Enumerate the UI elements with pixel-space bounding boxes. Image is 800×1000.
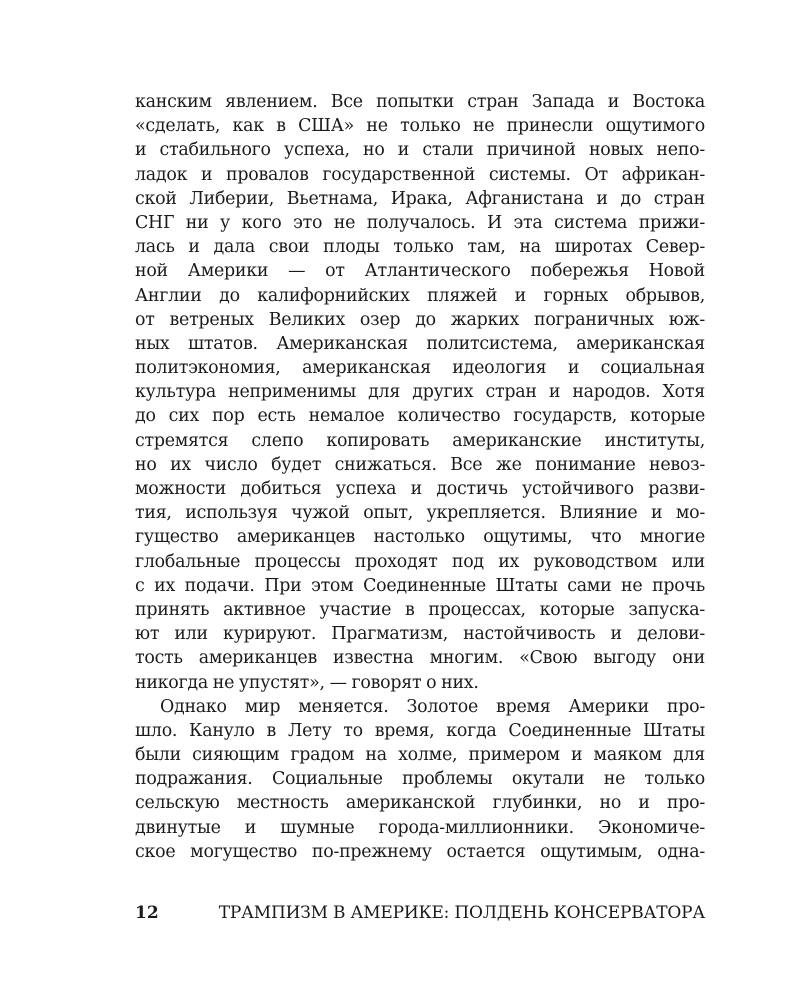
text-line: до сих пор есть немалое количество государств, которые [135, 406, 705, 427]
text-line: тия, используя чужой опыт, укрепляется. Влияние и мо- [135, 503, 705, 524]
text-line: культура неприменимы для других стран и народов. Хотя [135, 382, 705, 403]
text-line: тость американцев известна многим. «Свою выгоду они [135, 648, 705, 669]
text-line: ское могущество по-прежнему остается ощутимым, одна- [135, 841, 705, 862]
text-line: с их подачи. При этом Соединенные Штаты сами не прочь [135, 575, 705, 596]
text-line: двинутые и шумные города-миллионники. Экономиче- [135, 817, 705, 838]
text-line: и стабильного успеха, но и стали причиной новых непо- [135, 140, 705, 161]
text-line: ных штатов. Американская политсистема, американская [135, 333, 705, 354]
text-line: шло. Кануло в Лету то время, когда Соединенные Штаты [135, 720, 705, 741]
text-line: ной Америки — от Атлантического побережья Новой [135, 261, 705, 282]
paragraph-end-line: никогда не упустят», — говорят о них. [135, 672, 479, 693]
text-line: были сияющим градом на холме, примером и маяком для [135, 745, 705, 766]
text-line: канским явлением. Все попытки стран Запада и Востока [135, 92, 705, 112]
text-line: глобальные процессы проходят под их руководством или [135, 551, 705, 572]
text-line: от ветреных Великих озер до жарких пограничных юж- [135, 309, 705, 330]
text-line: ладок и провалов государственной системы. От африкан- [135, 164, 705, 185]
text-line: стремятся слепо копировать американские институты, [135, 430, 705, 451]
text-line: лась и дала свои плоды только там, на широтах Север- [135, 237, 705, 258]
text-line: Англии до калифорнийских пляжей и горных обрывов, [135, 285, 705, 306]
text-line: принять активное участие в процессах, которые запуска- [135, 599, 705, 620]
text-line: сельскую местность американской глубинки, но и про- [135, 793, 705, 814]
paragraph-start-line: Однако мир меняется. Золотое время Америки про- [160, 696, 705, 717]
body-text [135, 90, 705, 864]
text-line: подражания. Социальные проблемы окутали не только [135, 769, 705, 790]
text-line: но их число будет снижаться. Все же понимание невоз- [135, 454, 705, 475]
text-line: гущество американцев настолько ощутимы, что многие [135, 527, 705, 548]
running-title: ТРАМПИЗМ В АМЕРИКЕ: ПОЛДЕНЬ КОНСЕРВАТОРА [218, 903, 705, 923]
text-line: «сделать, как в США» не только не принесли ощутимого [135, 116, 705, 137]
text-line: ют или курируют. Прагматизм, настойчивость и делови- [135, 624, 705, 645]
text-line: можности добиться успеха и достичь устойчивого разви- [135, 479, 705, 499]
text-line: политэкономия, американская идеология и социальная [135, 358, 705, 379]
page-footer [135, 898, 705, 928]
text-line: ской Либерии, Вьетнама, Ирака, Афганистана и до стран [135, 188, 705, 209]
text-line: СНГ ни у кого это не получалось. И эта система прижи- [135, 212, 705, 233]
page-number: 12 [135, 903, 159, 923]
